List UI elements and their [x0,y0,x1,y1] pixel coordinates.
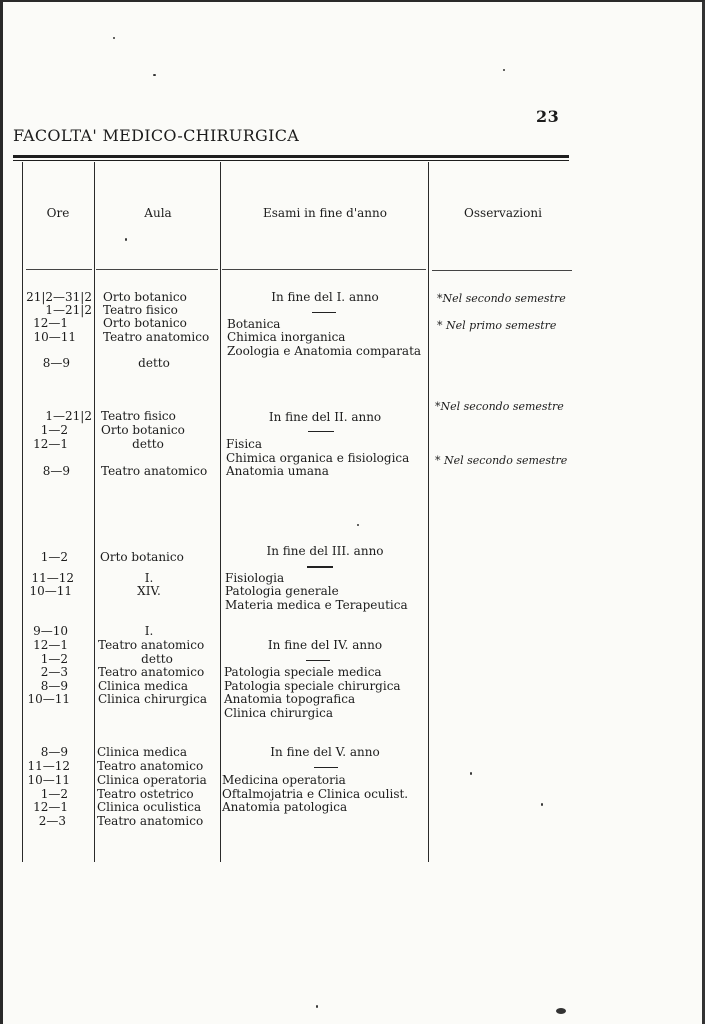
osservazione-note: * Nel primo semestre [437,319,557,332]
print-speck [503,69,505,71]
header-underline [222,269,426,270]
print-speck [541,803,543,806]
header-underline [432,270,572,271]
aula-cell: Teatro anatomico [98,665,205,679]
aula-cell: Orto botanico [101,423,185,437]
header-underline [26,269,92,270]
aula-cell: Clinica medica [98,679,188,693]
ore-cell: 12—1 [33,437,68,451]
esame-cell: Patologia generale [225,584,339,598]
ore-cell: 1—21|2 [45,303,92,317]
column-header-osservazioni: Osservazioni [464,206,542,220]
esame-cell: Zoologia e Anatomia comparata [227,344,422,358]
ore-cell: 11—12 [27,759,70,773]
print-speck [153,74,156,76]
esame-cell: Chimica organica e fisiologica [226,451,410,465]
year-heading: In fine del V. anno [270,745,380,759]
ore-cell: 8—9 [40,679,68,693]
aula-cell: Clinica operatoria [97,773,207,787]
header-rule-thick [13,155,569,158]
aula-cell: Clinica oculistica [97,800,202,814]
aula-cell: Teatro fisico [103,303,178,317]
aula-cell: detto [138,356,170,370]
column-header-esami: Esami in fine d'anno [263,206,387,220]
ore-cell: 8—9 [42,356,70,370]
print-speck [556,1008,566,1014]
aula-cell: Teatro anatomico [98,638,205,652]
header-rule-thin [13,160,569,161]
aula-cell: Orto botanico [100,550,184,564]
year-heading: In fine del IV. anno [267,638,383,652]
esame-cell: Clinica chirurgica [224,706,333,720]
osservazione-note: *Nel secondo semestre [437,292,566,305]
ore-cell: 12—1 [33,800,68,814]
aula-cell: Orto botanico [103,290,187,304]
ore-cell: 2—3 [40,665,68,679]
ore-cell: 8—9 [40,745,68,759]
column-rule-2 [220,162,221,862]
aula-cell: Clinica chirurgica [98,692,207,706]
column-rule-3 [428,162,429,862]
esame-cell: Patologia speciale chirurgica [224,679,401,693]
ore-cell: 10—11 [33,330,76,344]
ore-cell: 10—11 [27,773,70,787]
esame-cell: Chimica inorganica [227,330,346,344]
ore-cell: 12—1 [33,316,68,330]
ore-cell: 1—21|2 [45,409,92,423]
ore-cell: 12—1 [33,638,68,652]
year-heading-rule [307,566,333,568]
esame-cell: Anatomia patologica [222,800,348,814]
aula-cell: Teatro fisico [101,409,176,423]
ore-cell: 9—10 [33,624,68,638]
aula-cell: detto [141,652,173,666]
aula-cell: Orto botanico [103,316,187,330]
ore-cell: 10—11 [27,692,70,706]
year-heading-rule [314,767,338,768]
esame-cell: Fisiologia [225,571,285,585]
esame-cell: Medicina operatoria [222,773,346,787]
year-heading-rule [306,660,330,661]
esame-cell: Patologia speciale medica [224,665,382,679]
column-header-aula: Aula [144,206,172,220]
page-title: FACOLTA' MEDICO-CHIRURGICA [13,126,300,145]
osservazione-note: *Nel secondo semestre [435,400,564,413]
year-heading: In fine del III. anno [266,544,384,558]
aula-cell: Teatro anatomico [97,759,204,773]
esame-cell: Materia medica e Terapeutica [225,598,408,612]
esame-cell: Oftalmojatria e Clinica oculist. [222,787,409,801]
print-speck [316,1005,318,1008]
print-speck [470,772,472,775]
year-heading-rule [312,312,336,313]
esame-cell: Anatomia topografica [224,692,356,706]
ore-cell: 11—12 [31,571,74,585]
ore-cell: 1—2 [40,787,68,801]
column-rule-1 [94,162,95,862]
page-number: 23 [536,107,560,126]
header-underline [96,269,218,270]
print-speck [125,238,127,241]
print-speck [113,37,115,39]
column-header-ore: Ore [46,206,70,220]
aula-cell: I. [144,571,154,585]
aula-cell: Teatro ostetrico [97,787,194,801]
year-heading: In fine del II. anno [268,410,382,424]
aula-cell: XIV. [137,584,161,598]
ore-cell: 2—3 [38,814,66,828]
aula-cell: I. [144,624,154,638]
aula-cell: Clinica medica [97,745,187,759]
ore-cell: 1—2 [40,652,68,666]
ore-cell: 1—2 [40,550,68,564]
ore-cell: 10—11 [29,584,72,598]
esame-cell: Fisica [226,437,263,451]
ore-cell: 1—2 [40,423,68,437]
esame-cell: Botanica [227,317,281,331]
year-heading-rule [308,431,334,432]
osservazione-note: * Nel secondo semestre [435,454,568,467]
ore-cell: 8—9 [42,464,70,478]
aula-cell: Teatro anatomico [101,464,208,478]
aula-cell: Teatro anatomico [103,330,210,344]
year-heading: In fine del I. anno [271,290,379,304]
esame-cell: Anatomia umana [226,464,329,478]
aula-cell: Teatro anatomico [97,814,204,828]
aula-cell: detto [132,437,164,451]
ore-cell: 21|2—31|2 [26,290,92,304]
print-speck [357,524,359,526]
